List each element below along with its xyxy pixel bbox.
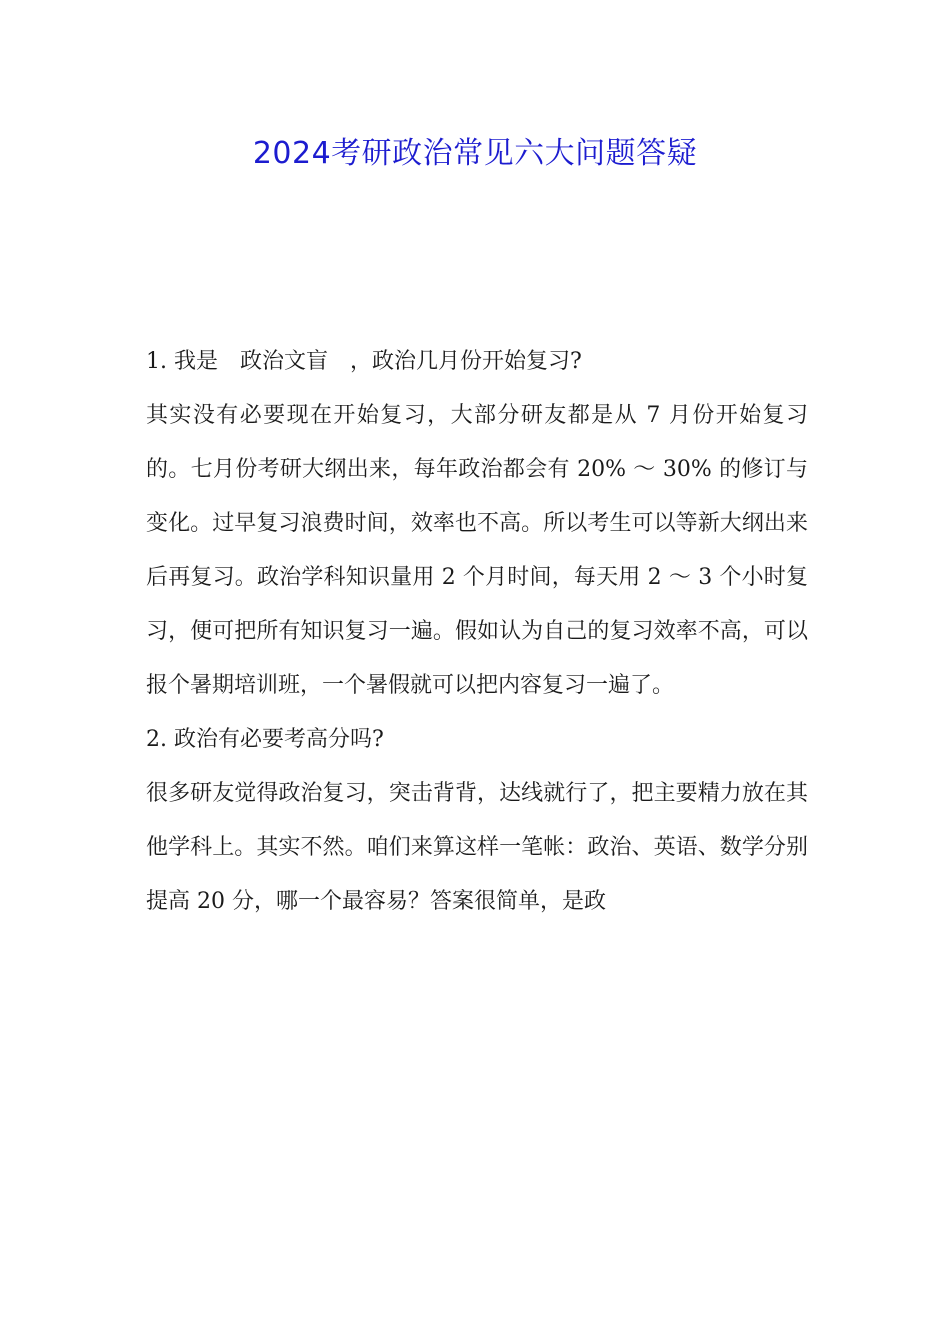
answer-paragraph: 很多研友觉得政治复习，突击背背，达线就行了，把主要精力放在其他学科上。其实不然。咱们来算这样一笔帐：政治、英语、数学分别提高 20 分，哪一个最容易？答案很简单，是政: [146, 781, 808, 914]
question-heading: 2. 政治有必要考高分吗?: [146, 727, 384, 752]
question-heading: 1. 我是 政治文盲 ，政治几月份开始复习?: [146, 349, 582, 374]
answer-paragraph: 其实没有必要现在开始复习，大部分研友都是从 7 月份开始复习的。七月份考研大纲出来，每年政治都会有 20% ～ 30% 的修订与变化。过早复习浪费时间，效率也不高。所以考生可以等新大纲出来后再复习。政治学科知识量用 2 个月时间，每天用 2 ～ 3 个小时复习，便可把所有知识复习一遍。假如认为自己的复习效率不高，可以报个暑期培训班，一个暑假就可以把内容复习一遍了。: [146, 403, 808, 698]
document-title: 2024考研政治常见六大问题答疑: [252, 136, 698, 171]
document-body: [146, 335, 808, 929]
